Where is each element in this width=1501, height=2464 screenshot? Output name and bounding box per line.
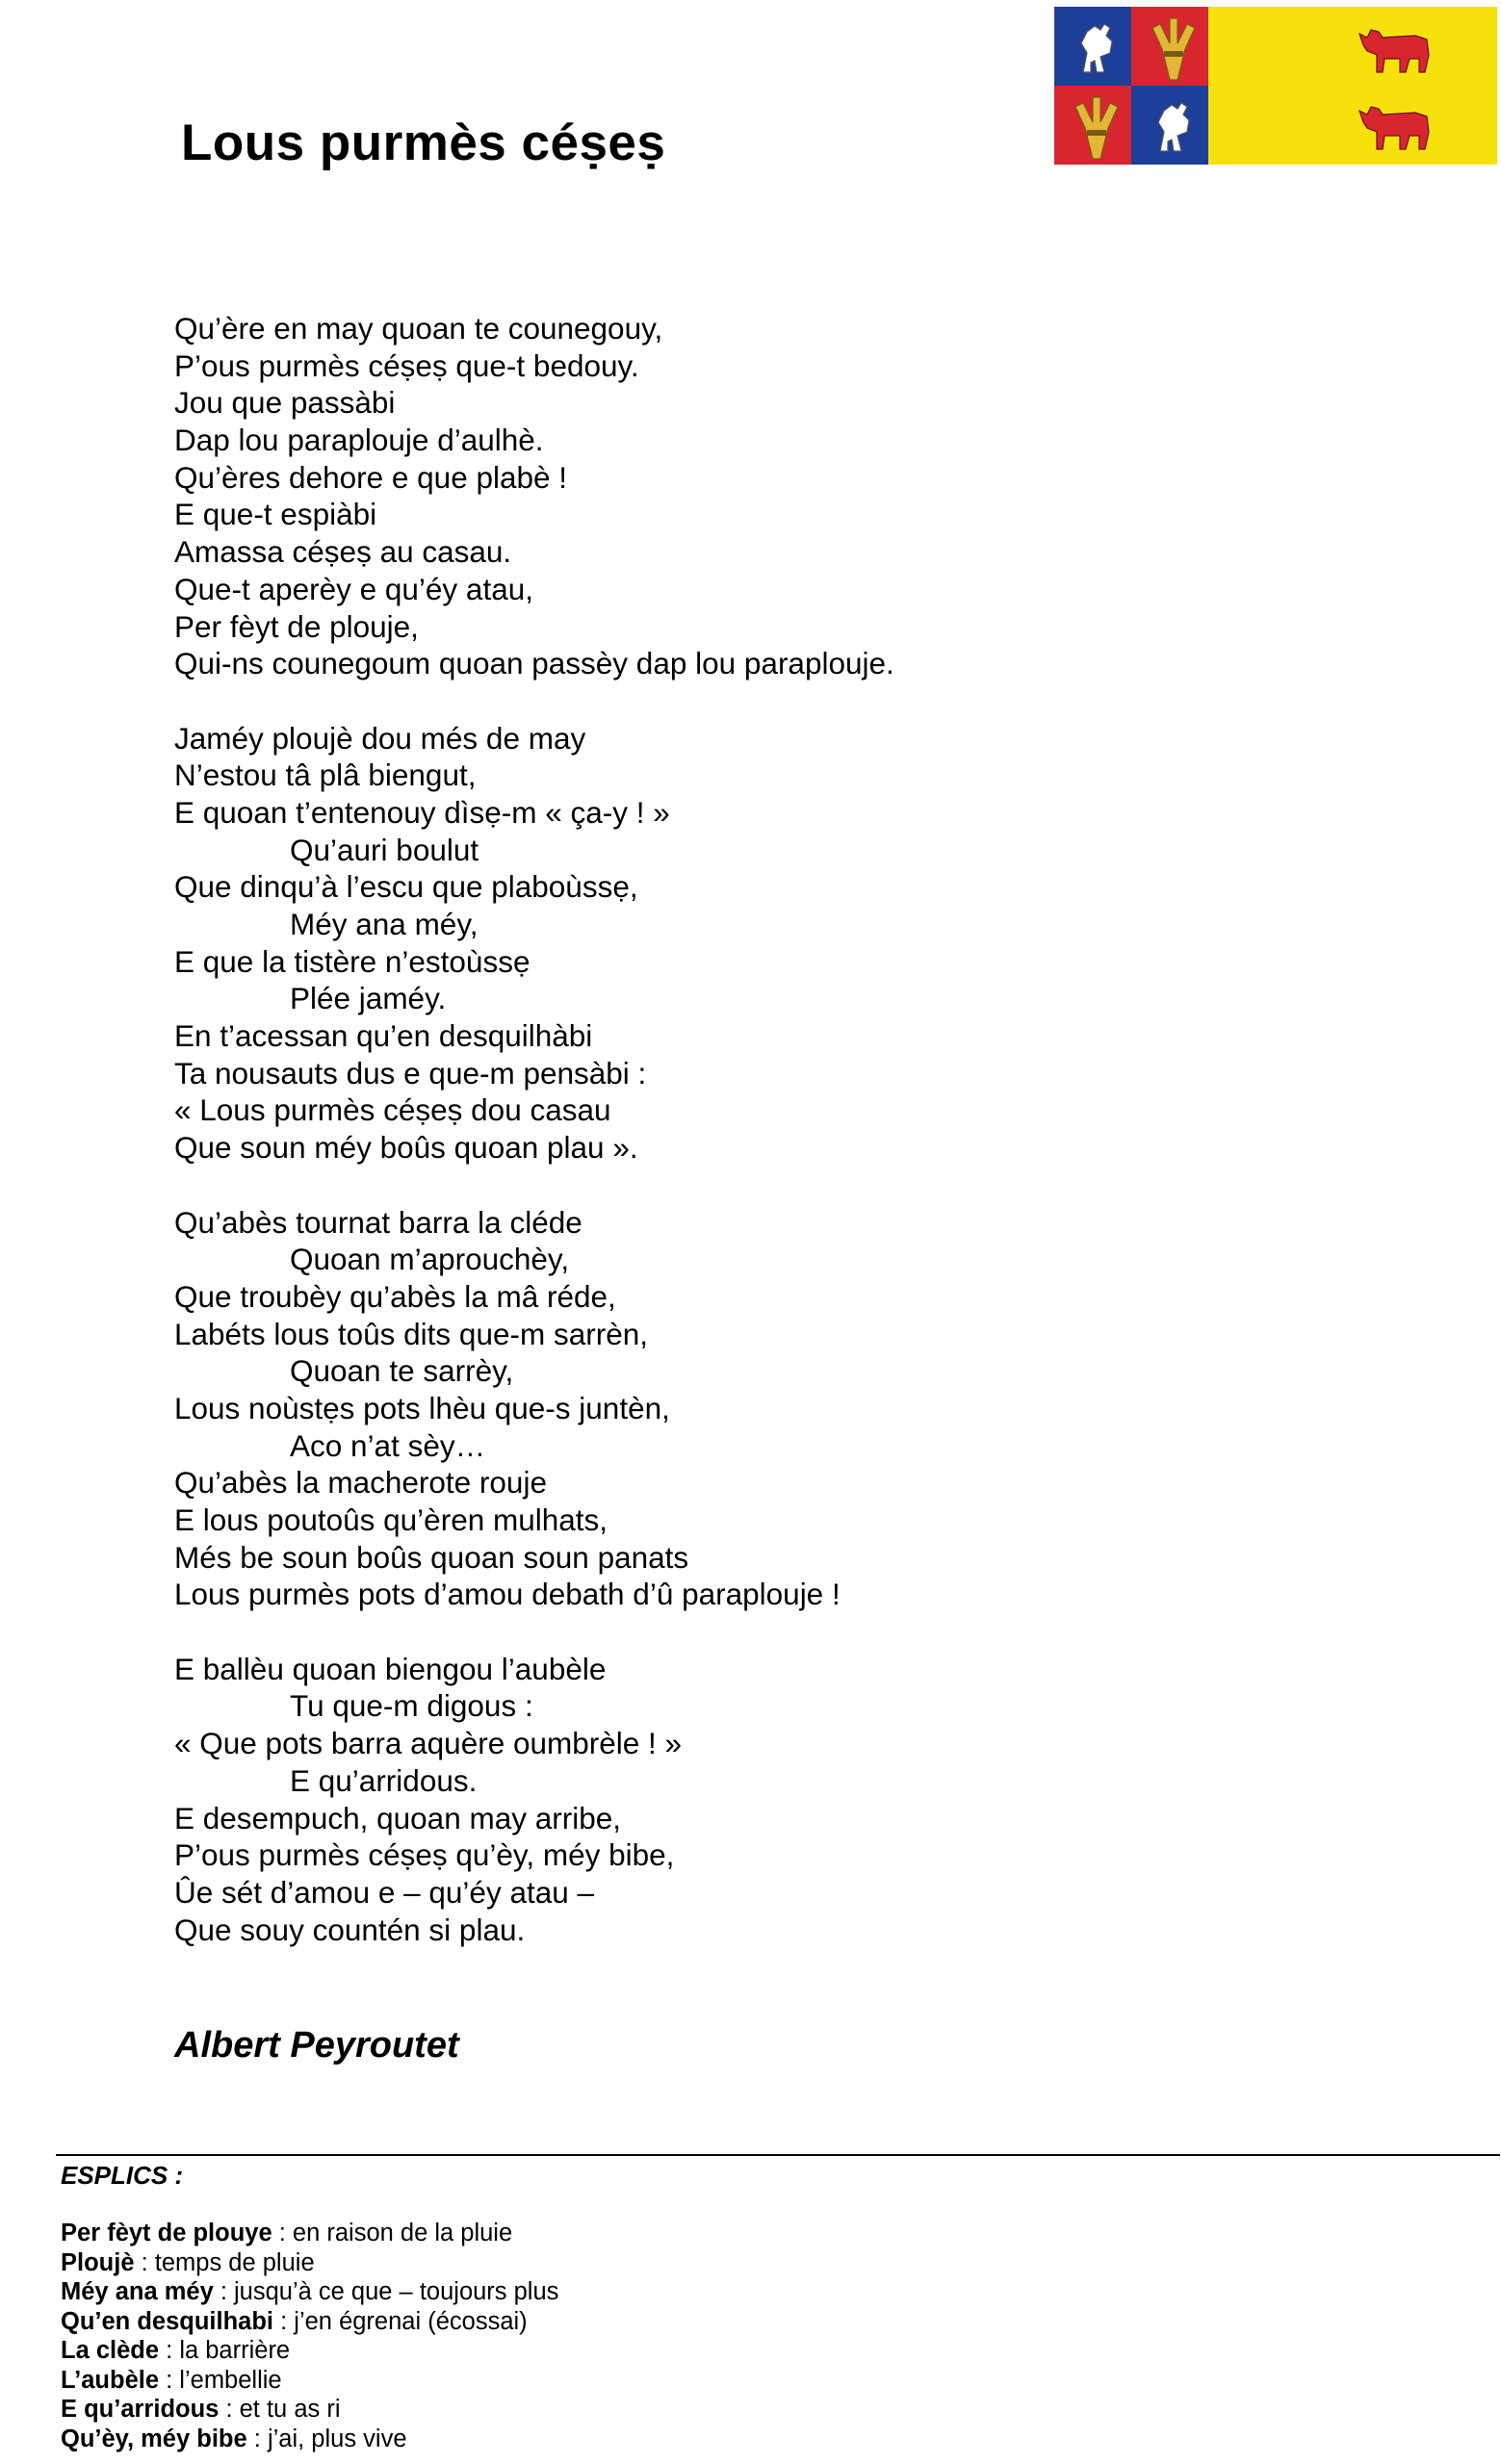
- glossary-term: Per fèyt de plouye: [61, 2220, 272, 2246]
- glossary-definition: : et tu as ri: [219, 2396, 341, 2423]
- glossary-term: Méy ana méy: [61, 2278, 214, 2305]
- glossary-term: Qu’èy, méy bibe: [61, 2425, 247, 2452]
- poem-line: Labéts lous toûs dits que-m sarrèn,: [174, 1316, 649, 1351]
- poem-line: Jou que passàbi: [174, 385, 396, 421]
- glossary-item: [61, 2395, 927, 2425]
- stanza-gap: [174, 682, 1330, 720]
- glossary-definition: : j’en égrenai (écossai): [273, 2307, 528, 2335]
- poem-line: Méy ana méy,: [290, 907, 479, 941]
- bigorre-flag: [1054, 7, 1497, 165]
- poem-line: Qu’ères dehore e que plabè !: [174, 459, 568, 495]
- poem-line: Lous purmès pots d’amou debath d’û paraplouje !: [174, 1577, 841, 1612]
- poem-line: Qu’abès tournat barra la cléde: [174, 1204, 582, 1240]
- poem-line: Jaméy ploujè dou més de may: [174, 720, 586, 756]
- poem-line: N’estou tâ plâ biengut,: [174, 757, 477, 793]
- glossary-item: [61, 2307, 927, 2337]
- poem-line: Quoan te sarrèy,: [290, 1353, 514, 1389]
- poem-line: Aco n’at sèy…: [290, 1427, 486, 1463]
- glossary-item: [61, 2219, 927, 2248]
- poem-line: « Lous purmès céṣeṣ dou casau: [174, 1092, 611, 1128]
- poem-line: E que-t espiàbi: [174, 497, 377, 532]
- poem-line: Que troubèy qu’abès la mâ réde,: [174, 1278, 616, 1314]
- poem-line: Plée jaméy.: [290, 981, 447, 1016]
- glossary-definition: : jusqu’à ce que – toujours plus: [213, 2278, 559, 2305]
- glossary-term: E qu’arridous: [61, 2396, 220, 2423]
- poem-body: [174, 310, 1330, 1948]
- poem-line: Amassa céṣeṣ au casau.: [174, 534, 512, 570]
- poem-line: E quoan t’entenouy dìsẹ-m « ça-y ! »: [174, 794, 670, 830]
- poem-line: Lous noùstẹs pots lhèu que-s juntèn,: [174, 1390, 670, 1425]
- glossary-term: La clède: [61, 2337, 160, 2364]
- poem-line: E lous poutoûs qu’èren mulhats,: [174, 1502, 608, 1537]
- glossary-item: [61, 2277, 927, 2307]
- glossary-list: [61, 2219, 927, 2453]
- stanza-gap: [174, 1613, 1330, 1651]
- poem-line: E ballèu quoan biengou l’aubèle: [174, 1651, 607, 1686]
- poem-line: Que dinqu’à l’escu que plaboùssẹ,: [174, 869, 638, 905]
- poem-line: Que-t aperèy e qu’éy atau,: [174, 571, 533, 606]
- glossary-term: L’aubèle: [61, 2366, 160, 2394]
- glossary-definition: : temps de pluie: [134, 2248, 315, 2276]
- poem-line: P’ous purmès céṣeṣ que-t bedouy.: [174, 347, 639, 383]
- poem-line: Per fèyt de plouje,: [174, 608, 419, 644]
- section-divider: [56, 2154, 1500, 2156]
- poem-line: En t’acessan qu’en desquilhàbi: [174, 1018, 593, 1054]
- poem-line: E que la tistère n’estoùssẹ: [174, 943, 531, 979]
- glossary-term: Ploujè: [61, 2248, 135, 2276]
- poem-line: Ûe sét d’amou e – qu’éy atau –: [174, 1874, 595, 1910]
- stanza-gap: [174, 1167, 1330, 1204]
- page-title: Lous purmès céṣeṣ: [181, 115, 666, 171]
- poem-line: « Que pots barra aquère oumbrèle ! »: [174, 1726, 683, 1761]
- poem-line: Quoan m’aprouchèy,: [290, 1242, 570, 1277]
- poem-line: Qu’ère en may quoan te counegouy,: [174, 311, 663, 346]
- poem-line: Qui-ns counegoum quoan passèy dap lou paraplouje.: [174, 646, 894, 681]
- glossary-definition: : j’ai, plus vive: [246, 2425, 407, 2452]
- glossary-definition: : en raison de la pluie: [272, 2220, 513, 2246]
- glossary-item: [61, 2336, 927, 2366]
- author-signature: Albert Peyroutet: [174, 2025, 459, 2066]
- poem-line: Ta nousauts dus e que-m pensàbi :: [174, 1055, 647, 1091]
- poem-line: Tu que-m digous :: [290, 1688, 533, 1724]
- glossary-definition: : l’embellie: [159, 2366, 282, 2394]
- glossary-item: [61, 2425, 927, 2454]
- poem-line: Qu’auri boulut: [290, 832, 479, 867]
- glossary-definition: : la barrière: [159, 2337, 291, 2364]
- poem-line: Que souy countén si plau.: [174, 1912, 526, 1947]
- glossary-item: [61, 2248, 927, 2278]
- poem-line: E qu’arridous.: [290, 1762, 478, 1798]
- glossary-term: Qu’en desquilhabi: [61, 2307, 274, 2335]
- poem-line: Dap lou paraplouje d’aulhè.: [174, 423, 544, 458]
- poem-line: P’ous purmès céṣeṣ qu’èy, méy bibe,: [174, 1837, 675, 1873]
- glossary-item: [61, 2366, 927, 2396]
- poem-line: Que soun méy boûs quoan plau ».: [174, 1130, 638, 1166]
- poem-line: E desempuch, quoan may arribe,: [174, 1800, 622, 1835]
- glossary-title: ESPLICS :: [61, 2161, 184, 2190]
- poem-line: Més be soun boûs quoan soun panats: [174, 1539, 689, 1575]
- poem-line: Qu’abès la macherote rouje: [174, 1465, 547, 1501]
